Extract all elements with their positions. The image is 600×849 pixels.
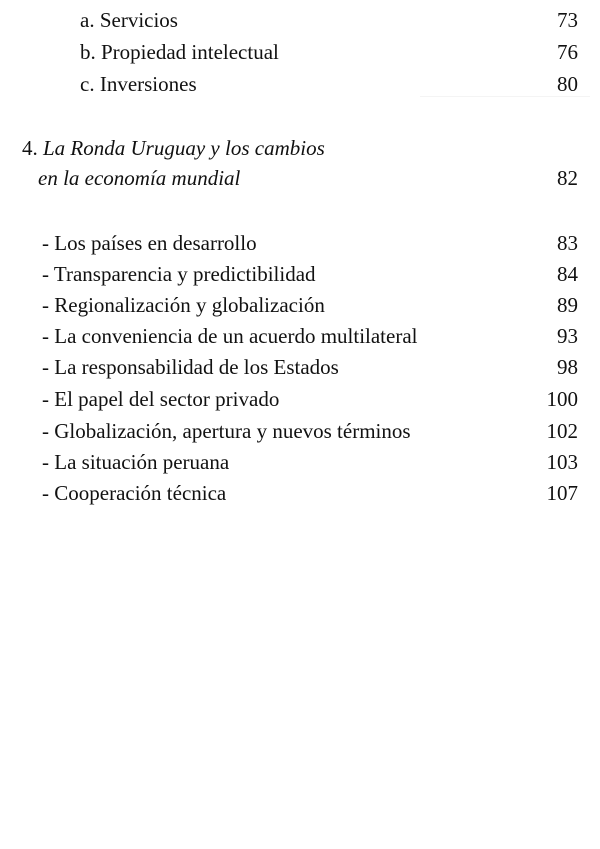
toc-item-label: - Regionalización y globalización bbox=[42, 293, 325, 317]
toc-item-label: - Cooperación técnica bbox=[42, 481, 227, 505]
toc-item-label: - La conveniencia de un acuerdo multilateral bbox=[42, 324, 418, 348]
toc-item bbox=[0, 352, 600, 382]
toc-item-label: - Globalización, apertura y nuevos términos bbox=[42, 419, 411, 443]
toc-entry-label: a. Servicios bbox=[80, 8, 178, 32]
toc-item bbox=[0, 384, 600, 414]
toc-item-label: - Transparencia y predictibilidad bbox=[42, 262, 316, 286]
toc-item bbox=[0, 290, 600, 320]
toc-entry-servicios bbox=[0, 5, 600, 35]
toc-item-page: 102 bbox=[546, 419, 578, 443]
toc-item-page: 100 bbox=[546, 387, 578, 411]
toc-chapter-title-text: La Ronda Uruguay y los cambios bbox=[43, 136, 325, 160]
toc-entry-inversiones bbox=[0, 69, 600, 99]
toc-item bbox=[0, 259, 600, 289]
toc-item-page: 98 bbox=[557, 355, 578, 379]
toc-entry-label: b. Propiedad intelectual bbox=[80, 40, 279, 64]
toc-item-page: 103 bbox=[546, 450, 578, 474]
toc-chapter-title-line1 bbox=[22, 133, 325, 163]
toc-chapter-title-line2: en la economía mundial bbox=[38, 166, 241, 190]
toc-item-label: - El papel del sector privado bbox=[42, 387, 280, 411]
toc-item-label: - La situación peruana bbox=[42, 450, 230, 474]
toc-entry-page: 76 bbox=[557, 40, 578, 64]
toc-entry-label: c. Inversiones bbox=[80, 72, 197, 96]
toc-entry-page: 80 bbox=[557, 72, 578, 96]
toc-chapter-heading bbox=[0, 133, 600, 163]
bleed-through-mark bbox=[420, 96, 590, 97]
toc-item bbox=[0, 478, 600, 508]
toc-item-page: 89 bbox=[557, 293, 578, 317]
toc-item-label: - La responsabilidad de los Estados bbox=[42, 355, 339, 379]
toc-item bbox=[0, 416, 600, 446]
toc-chapter-page: 82 bbox=[557, 166, 578, 190]
toc-item bbox=[0, 321, 600, 351]
toc-item-label: - Los países en desarrollo bbox=[42, 231, 257, 255]
toc-item-page: 107 bbox=[546, 481, 578, 505]
toc-item-page: 93 bbox=[557, 324, 578, 348]
toc-entry-propiedad-intelectual bbox=[0, 37, 600, 67]
toc-item bbox=[0, 447, 600, 477]
toc-item bbox=[0, 228, 600, 258]
toc-entry-page: 73 bbox=[557, 8, 578, 32]
toc-item-page: 84 bbox=[557, 262, 578, 286]
toc-chapter-heading-line2 bbox=[0, 163, 600, 193]
toc-item-page: 83 bbox=[557, 231, 578, 255]
toc-chapter-number: 4. bbox=[22, 136, 38, 160]
